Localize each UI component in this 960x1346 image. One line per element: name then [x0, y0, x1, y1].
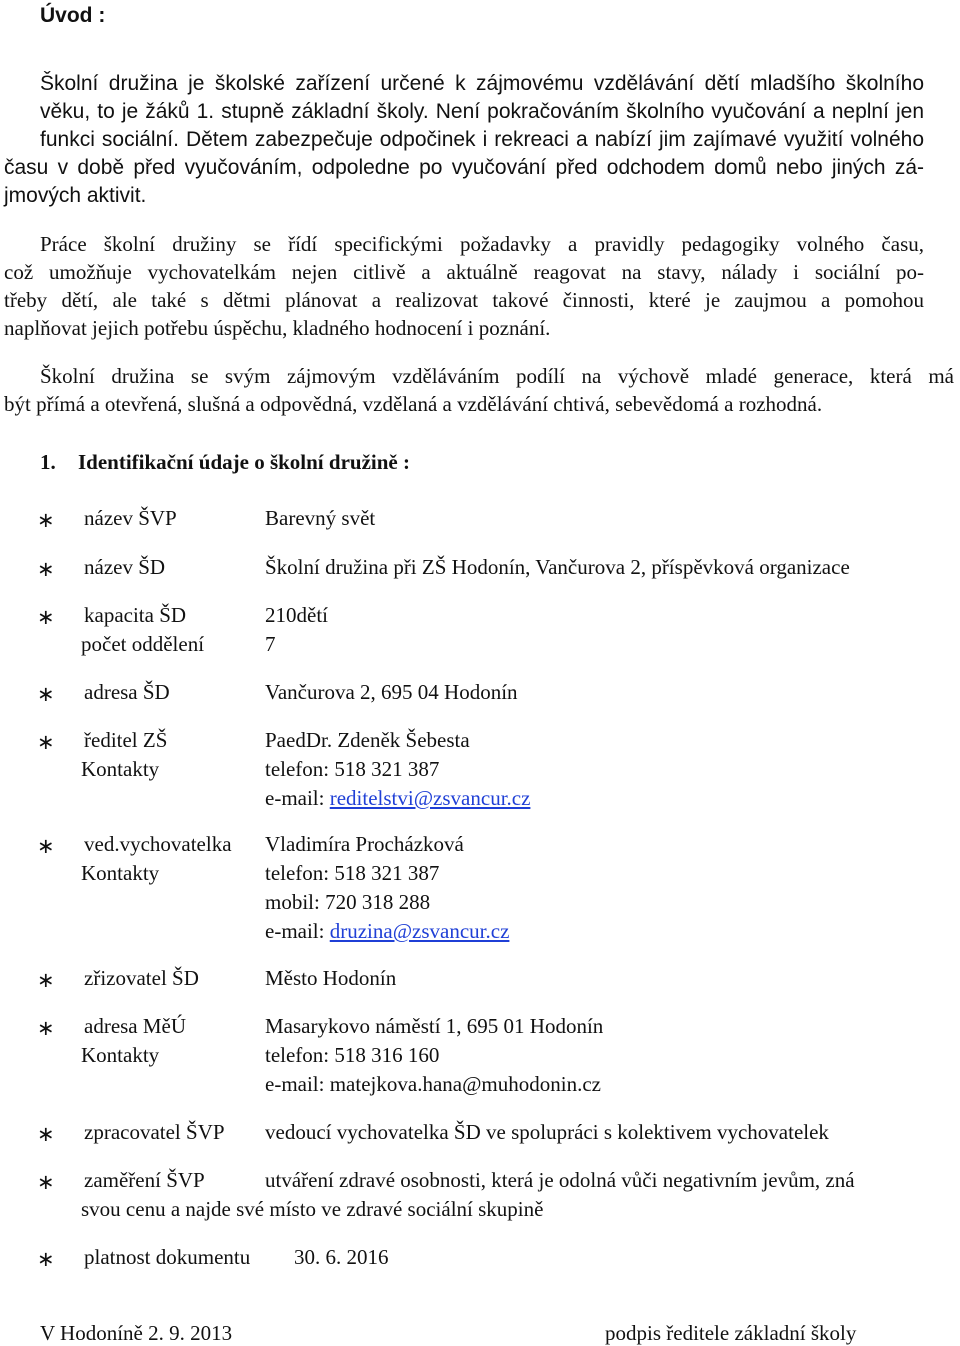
- author-value: vedoucí vychovatelka ŠD ve spolupráci s kolektivem vychovatelek: [265, 1120, 829, 1144]
- bullet-icon: ∗: [37, 1016, 55, 1040]
- meu-phone: telefon: 518 316 160: [265, 1043, 440, 1067]
- focus-label: zaměření ŠVP: [84, 1168, 205, 1192]
- capacity-label: kapacita ŠD: [84, 603, 187, 627]
- sd-name-label: název ŠD: [84, 555, 166, 579]
- place-and-date: V Hodoníně 2. 9. 2013: [40, 1321, 233, 1345]
- director-label: ředitel ZŠ: [84, 728, 168, 752]
- meu-address-label: adresa MěÚ: [84, 1014, 187, 1038]
- head-teacher-mobile: mobil: 720 318 288: [265, 890, 431, 914]
- paragraph-line: času v době před vyučováním, odpoledne po vyučování před odchodem domů nebo jiných zá-: [4, 156, 924, 179]
- paragraph-line: Školní družina se svým zájmovým vzděláváním podílí na výchově mladé generace, která má: [40, 364, 954, 388]
- paragraph-line: třeby dětí, ale také s dětmi plánovat a realizovat takové činnosti, které je zaujmou a pomohou: [4, 288, 924, 312]
- paragraph-line: naplňovat jejich potřebu úspěchu, kladného hodnocení i poznání.: [4, 316, 551, 340]
- paragraph-line: Práce školní družiny se řídí specifickými požadavky a pravidly pedagogiky volného času,: [40, 232, 924, 256]
- departments-value: 7: [265, 632, 276, 656]
- svp-name-value: Barevný svět: [265, 506, 376, 530]
- head-teacher-value: Vladimíra Procházková: [265, 832, 464, 856]
- validity-value: 30. 6. 2016: [294, 1245, 389, 1269]
- bullet-icon: ∗: [37, 1247, 55, 1271]
- bullet-icon: ∗: [37, 1122, 55, 1146]
- paragraph-line: být přímá a otevřená, slušná a odpovědná, vzdělaná a vzdělávání chtivá, sebevědomá a rozhodná.: [4, 392, 823, 416]
- address-value: Vančurova 2, 695 04 Hodonín: [265, 680, 518, 704]
- bullet-icon: ∗: [37, 508, 55, 532]
- meu-address-value: Masarykovo náměstí 1, 695 01 Hodonín: [265, 1014, 604, 1038]
- director-email-line: [265, 786, 530, 810]
- head-teacher-email-link[interactable]: druzina@zsvancur.cz: [329, 919, 510, 943]
- director-contacts-label: Kontakty: [81, 757, 160, 781]
- paragraph-line: funkci sociální. Dětem zabezpečuje odpočinek i rekreaci a nabízí jim zajímavé využití volného: [40, 128, 924, 151]
- bullet-icon: ∗: [37, 968, 55, 992]
- head-teacher-label: ved.vychovatelka: [84, 832, 232, 856]
- paragraph-line: jmových aktivit.: [4, 184, 147, 207]
- head-teacher-contacts-label: Kontakty: [81, 861, 160, 885]
- capacity-value: 210dětí: [265, 603, 328, 627]
- departments-label: počet oddělení: [81, 632, 205, 656]
- founder-value: Město Hodonín: [265, 966, 397, 990]
- sd-name-value: Školní družina při ZŠ Hodonín, Vančurova 2, příspěvková organizace: [265, 555, 850, 579]
- head-teacher-email-line: [265, 919, 509, 943]
- bullet-icon: ∗: [37, 834, 55, 858]
- bullet-icon: ∗: [37, 557, 55, 581]
- signature-line: podpis ředitele základní školy: [605, 1321, 857, 1345]
- paragraph-line: věku, to je žáků 1. stupně základní školy. Není pokračováním školního vyučování a neplní jen: [40, 100, 924, 123]
- director-phone: telefon: 518 321 387: [265, 757, 440, 781]
- bullet-icon: ∗: [37, 1170, 55, 1194]
- focus-value-line-1: utváření zdravé osobnosti, která je odolná vůči negativním jevům, zná: [265, 1168, 855, 1192]
- founder-label: zřizovatel ŠD: [84, 966, 199, 990]
- focus-value-line-2: svou cenu a najde své místo ve zdravé sociální skupině: [81, 1197, 544, 1221]
- meu-email: e-mail: matejkova.hana@muhodonin.cz: [265, 1072, 601, 1096]
- section-number: 1.: [40, 450, 56, 474]
- email-prefix: e-mail:: [265, 786, 330, 810]
- head-teacher-phone: telefon: 518 321 387: [265, 861, 440, 885]
- validity-label: platnost dokumentu: [84, 1245, 251, 1269]
- meu-contacts-label: Kontakty: [81, 1043, 160, 1067]
- director-value: PaedDr. Zdeněk Šebesta: [265, 728, 470, 752]
- director-email-link[interactable]: reditelstvi@zsvancur.cz: [329, 786, 531, 810]
- email-prefix: e-mail:: [265, 919, 330, 943]
- bullet-icon: ∗: [37, 605, 55, 629]
- bullet-icon: ∗: [37, 682, 55, 706]
- bullet-icon: ∗: [37, 730, 55, 754]
- paragraph-line: což umožňuje vychovatelkám nejen citlivě a aktuálně reagovat na stavy, nálady i sociální po-: [4, 260, 924, 284]
- svp-name-label: název ŠVP: [84, 506, 177, 530]
- section-title: Identifikační údaje o školní družině :: [78, 450, 410, 474]
- paragraph-line: Školní družina je školské zařízení určené k zájmovému vzdělávání dětí mladšího školního: [40, 72, 924, 95]
- intro-heading: Úvod :: [40, 4, 106, 27]
- author-label: zpracovatel ŠVP: [84, 1120, 225, 1144]
- address-label: adresa ŠD: [84, 680, 170, 704]
